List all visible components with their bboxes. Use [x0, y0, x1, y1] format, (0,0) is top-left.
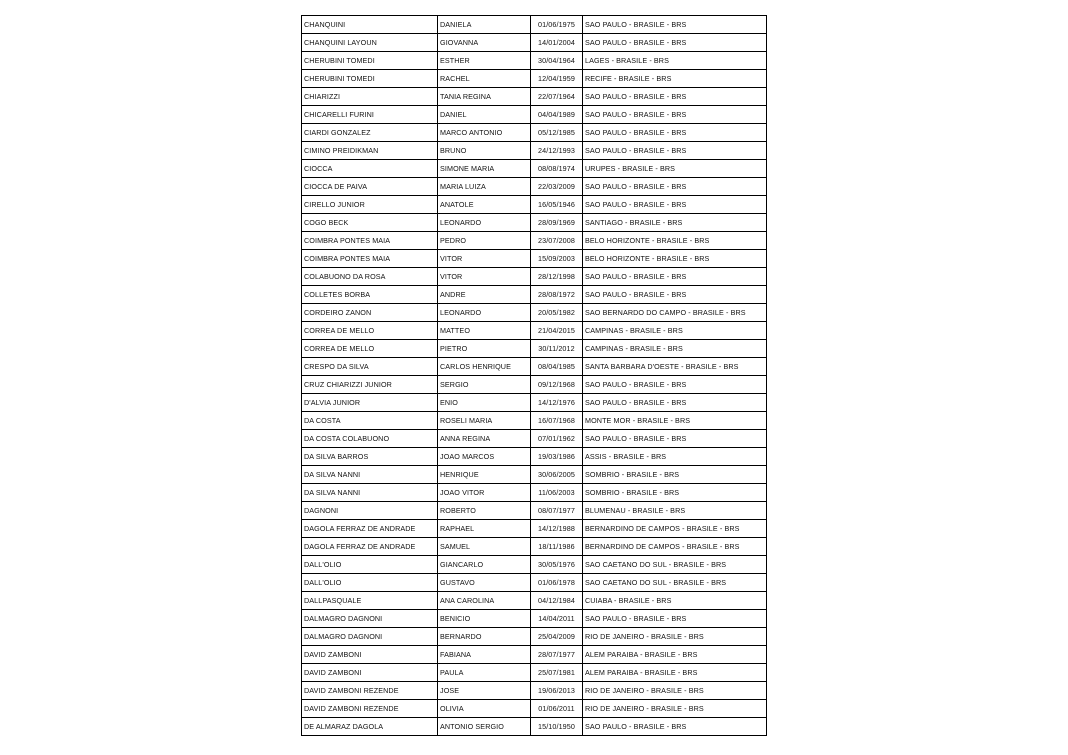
birth-date-cell: 28/08/1972 — [531, 286, 583, 304]
birth-place-cell: SAO PAULO - BRASILE - BRS — [583, 34, 767, 52]
birth-place-cell: RECIFE - BRASILE - BRS — [583, 70, 767, 88]
birth-place-cell: BERNARDINO DE CAMPOS - BRASILE - BRS — [583, 520, 767, 538]
table-row — [302, 718, 767, 736]
birth-place-cell: SAO PAULO - BRASILE - BRS — [583, 430, 767, 448]
birth-place-cell: SAO PAULO - BRASILE - BRS — [583, 718, 767, 736]
birth-date-cell: 19/03/1986 — [531, 448, 583, 466]
table-row — [302, 484, 767, 502]
given-name-cell: FABIANA — [438, 646, 531, 664]
birth-place-cell: CUIABA - BRASILE - BRS — [583, 592, 767, 610]
given-name-cell: BRUNO — [438, 142, 531, 160]
surname-cell: CRESPO DA SILVA — [302, 358, 438, 376]
table-row — [302, 412, 767, 430]
birth-place-cell: CAMPINAS - BRASILE - BRS — [583, 322, 767, 340]
given-name-cell: LEONARDO — [438, 304, 531, 322]
given-name-cell: ROBERTO — [438, 502, 531, 520]
given-name-cell: SAMUEL — [438, 538, 531, 556]
birth-date-cell: 25/04/2009 — [531, 628, 583, 646]
table-row — [302, 16, 767, 34]
surname-cell: COIMBRA PONTES MAIA — [302, 232, 438, 250]
birth-place-cell: RIO DE JANEIRO - BRASILE - BRS — [583, 628, 767, 646]
table-row — [302, 106, 767, 124]
given-name-cell: ENIO — [438, 394, 531, 412]
surname-cell: DAGNONI — [302, 502, 438, 520]
given-name-cell: TANIA REGINA — [438, 88, 531, 106]
surname-cell: CRUZ CHIARIZZI JUNIOR — [302, 376, 438, 394]
birth-date-cell: 04/12/1984 — [531, 592, 583, 610]
given-name-cell: DANIELA — [438, 16, 531, 34]
given-name-cell: DANIEL — [438, 106, 531, 124]
birth-date-cell: 01/06/2011 — [531, 700, 583, 718]
given-name-cell: GUSTAVO — [438, 574, 531, 592]
registry-table-body — [302, 16, 767, 736]
birth-place-cell: SANTIAGO - BRASILE - BRS — [583, 214, 767, 232]
given-name-cell: OLIVIA — [438, 700, 531, 718]
birth-date-cell: 28/12/1998 — [531, 268, 583, 286]
surname-cell: DALL'OLIO — [302, 556, 438, 574]
birth-place-cell: SAO PAULO - BRASILE - BRS — [583, 376, 767, 394]
table-row — [302, 340, 767, 358]
birth-place-cell: SAO PAULO - BRASILE - BRS — [583, 124, 767, 142]
surname-cell: CHANQUINI LAYOUN — [302, 34, 438, 52]
birth-date-cell: 23/07/2008 — [531, 232, 583, 250]
birth-place-cell: RIO DE JANEIRO - BRASILE - BRS — [583, 682, 767, 700]
birth-date-cell: 14/04/2011 — [531, 610, 583, 628]
birth-place-cell: SAO PAULO - BRASILE - BRS — [583, 286, 767, 304]
given-name-cell: GIANCARLO — [438, 556, 531, 574]
table-row — [302, 304, 767, 322]
surname-cell: D'ALVIA JUNIOR — [302, 394, 438, 412]
given-name-cell: ANATOLE — [438, 196, 531, 214]
given-name-cell: HENRIQUE — [438, 466, 531, 484]
given-name-cell: MARIA LUIZA — [438, 178, 531, 196]
birth-place-cell: URUPES - BRASILE - BRS — [583, 160, 767, 178]
birth-date-cell: 28/09/1969 — [531, 214, 583, 232]
table-row — [302, 448, 767, 466]
birth-place-cell: MONTE MOR - BRASILE - BRS — [583, 412, 767, 430]
table-row — [302, 376, 767, 394]
table-row — [302, 88, 767, 106]
surname-cell: DA SILVA NANNI — [302, 484, 438, 502]
given-name-cell: JOSE — [438, 682, 531, 700]
birth-place-cell: SAO PAULO - BRASILE - BRS — [583, 394, 767, 412]
surname-cell: CIRELLO JUNIOR — [302, 196, 438, 214]
birth-place-cell: SAO CAETANO DO SUL - BRASILE - BRS — [583, 556, 767, 574]
table-row — [302, 250, 767, 268]
birth-date-cell: 24/12/1993 — [531, 142, 583, 160]
given-name-cell: PAULA — [438, 664, 531, 682]
birth-place-cell: SAO PAULO - BRASILE - BRS — [583, 142, 767, 160]
table-row — [302, 664, 767, 682]
birth-place-cell: SAO PAULO - BRASILE - BRS — [583, 610, 767, 628]
birth-date-cell: 22/03/2009 — [531, 178, 583, 196]
surname-cell: DALL'OLIO — [302, 574, 438, 592]
given-name-cell: LEONARDO — [438, 214, 531, 232]
surname-cell: COLLETES BORBA — [302, 286, 438, 304]
birth-date-cell: 16/07/1968 — [531, 412, 583, 430]
surname-cell: CIMINO PREIDIKMAN — [302, 142, 438, 160]
table-row — [302, 160, 767, 178]
birth-date-cell: 21/04/2015 — [531, 322, 583, 340]
surname-cell: DALMAGRO DAGNONI — [302, 610, 438, 628]
birth-place-cell: SAO CAETANO DO SUL - BRASILE - BRS — [583, 574, 767, 592]
birth-place-cell: ASSIS - BRASILE - BRS — [583, 448, 767, 466]
birth-date-cell: 15/09/2003 — [531, 250, 583, 268]
surname-cell: DE ALMARAZ DAGOLA — [302, 718, 438, 736]
table-row — [302, 682, 767, 700]
table-row — [302, 178, 767, 196]
birth-place-cell: ALEM PARAIBA - BRASILE - BRS — [583, 664, 767, 682]
given-name-cell: GIOVANNA — [438, 34, 531, 52]
given-name-cell: ANDRE — [438, 286, 531, 304]
birth-place-cell: BERNARDINO DE CAMPOS - BRASILE - BRS — [583, 538, 767, 556]
given-name-cell: BENICIO — [438, 610, 531, 628]
birth-place-cell: ALEM PARAIBA - BRASILE - BRS — [583, 646, 767, 664]
birth-date-cell: 11/06/2003 — [531, 484, 583, 502]
birth-date-cell: 14/12/1976 — [531, 394, 583, 412]
table-row — [302, 466, 767, 484]
birth-place-cell: CAMPINAS - BRASILE - BRS — [583, 340, 767, 358]
surname-cell: DA COSTA COLABUONO — [302, 430, 438, 448]
given-name-cell: SIMONE MARIA — [438, 160, 531, 178]
surname-cell: DA SILVA BARROS — [302, 448, 438, 466]
given-name-cell: MATTEO — [438, 322, 531, 340]
given-name-cell: PIETRO — [438, 340, 531, 358]
surname-cell: CORREA DE MELLO — [302, 322, 438, 340]
table-row — [302, 700, 767, 718]
birth-date-cell: 05/12/1985 — [531, 124, 583, 142]
given-name-cell: ANA CAROLINA — [438, 592, 531, 610]
surname-cell: COLABUONO DA ROSA — [302, 268, 438, 286]
table-row — [302, 538, 767, 556]
table-row — [302, 628, 767, 646]
birth-place-cell: SOMBRIO - BRASILE - BRS — [583, 466, 767, 484]
given-name-cell: VITOR — [438, 268, 531, 286]
table-row — [302, 268, 767, 286]
table-row — [302, 124, 767, 142]
birth-date-cell: 01/06/1975 — [531, 16, 583, 34]
birth-place-cell: SAO PAULO - BRASILE - BRS — [583, 268, 767, 286]
table-row — [302, 286, 767, 304]
surname-cell: COGO BECK — [302, 214, 438, 232]
birth-date-cell: 08/08/1974 — [531, 160, 583, 178]
birth-date-cell: 14/12/1988 — [531, 520, 583, 538]
surname-cell: DALLPASQUALE — [302, 592, 438, 610]
birth-date-cell: 30/04/1964 — [531, 52, 583, 70]
given-name-cell: ANTONIO SERGIO — [438, 718, 531, 736]
birth-place-cell: RIO DE JANEIRO - BRASILE - BRS — [583, 700, 767, 718]
surname-cell: DAGOLA FERRAZ DE ANDRADE — [302, 520, 438, 538]
table-row — [302, 520, 767, 538]
surname-cell: DALMAGRO DAGNONI — [302, 628, 438, 646]
birth-date-cell: 14/01/2004 — [531, 34, 583, 52]
given-name-cell: RAPHAEL — [438, 520, 531, 538]
surname-cell: CORDEIRO ZANON — [302, 304, 438, 322]
surname-cell: CHIARIZZI — [302, 88, 438, 106]
birth-date-cell: 15/10/1950 — [531, 718, 583, 736]
table-row — [302, 574, 767, 592]
given-name-cell: JOAO VITOR — [438, 484, 531, 502]
given-name-cell: SERGIO — [438, 376, 531, 394]
birth-date-cell: 28/07/1977 — [531, 646, 583, 664]
birth-date-cell: 30/11/2012 — [531, 340, 583, 358]
table-row — [302, 502, 767, 520]
surname-cell: DAVID ZAMBONI REZENDE — [302, 682, 438, 700]
surname-cell: DA COSTA — [302, 412, 438, 430]
given-name-cell: ESTHER — [438, 52, 531, 70]
birth-date-cell: 04/04/1989 — [531, 106, 583, 124]
table-row — [302, 142, 767, 160]
birth-place-cell: SAO PAULO - BRASILE - BRS — [583, 16, 767, 34]
given-name-cell: RACHEL — [438, 70, 531, 88]
birth-place-cell: BELO HORIZONTE - BRASILE - BRS — [583, 232, 767, 250]
table-row — [302, 592, 767, 610]
birth-date-cell: 25/07/1981 — [531, 664, 583, 682]
surname-cell: DAVID ZAMBONI — [302, 646, 438, 664]
surname-cell: CORREA DE MELLO — [302, 340, 438, 358]
birth-date-cell: 12/04/1959 — [531, 70, 583, 88]
birth-date-cell: 18/11/1986 — [531, 538, 583, 556]
table-row — [302, 34, 767, 52]
surname-cell: COIMBRA PONTES MAIA — [302, 250, 438, 268]
given-name-cell: CARLOS HENRIQUE — [438, 358, 531, 376]
table-row — [302, 556, 767, 574]
given-name-cell: JOAO MARCOS — [438, 448, 531, 466]
birth-date-cell: 30/05/1976 — [531, 556, 583, 574]
given-name-cell: ANNA REGINA — [438, 430, 531, 448]
birth-place-cell: LAGES - BRASILE - BRS — [583, 52, 767, 70]
surname-cell: CIOCCA — [302, 160, 438, 178]
table-row — [302, 322, 767, 340]
table-row — [302, 196, 767, 214]
birth-date-cell: 08/07/1977 — [531, 502, 583, 520]
surname-cell: CIARDI GONZALEZ — [302, 124, 438, 142]
birth-date-cell: 16/05/1946 — [531, 196, 583, 214]
table-row — [302, 70, 767, 88]
table-row — [302, 52, 767, 70]
birth-place-cell: SAO PAULO - BRASILE - BRS — [583, 196, 767, 214]
birth-place-cell: SANTA BARBARA D'OESTE - BRASILE - BRS — [583, 358, 767, 376]
given-name-cell: PEDRO — [438, 232, 531, 250]
given-name-cell: ROSELI MARIA — [438, 412, 531, 430]
surname-cell: DAVID ZAMBONI REZENDE — [302, 700, 438, 718]
table-row — [302, 214, 767, 232]
birth-place-cell: SAO PAULO - BRASILE - BRS — [583, 106, 767, 124]
surname-cell: CHANQUINI — [302, 16, 438, 34]
surname-cell: DAVID ZAMBONI — [302, 664, 438, 682]
table-row — [302, 358, 767, 376]
birth-date-cell: 07/01/1962 — [531, 430, 583, 448]
surname-cell: CIOCCA DE PAIVA — [302, 178, 438, 196]
surname-cell: CHERUBINI TOMEDI — [302, 52, 438, 70]
surname-cell: CHICARELLI FURINI — [302, 106, 438, 124]
birth-place-cell: SAO PAULO - BRASILE - BRS — [583, 178, 767, 196]
table-row — [302, 646, 767, 664]
surname-cell: CHERUBINI TOMEDI — [302, 70, 438, 88]
birth-date-cell: 19/06/2013 — [531, 682, 583, 700]
birth-date-cell: 09/12/1968 — [531, 376, 583, 394]
birth-date-cell: 08/04/1985 — [531, 358, 583, 376]
given-name-cell: VITOR — [438, 250, 531, 268]
surname-cell: DAGOLA FERRAZ DE ANDRADE — [302, 538, 438, 556]
birth-place-cell: SAO BERNARDO DO CAMPO - BRASILE - BRS — [583, 304, 767, 322]
birth-date-cell: 22/07/1964 — [531, 88, 583, 106]
table-row — [302, 430, 767, 448]
birth-date-cell: 01/06/1978 — [531, 574, 583, 592]
registry-table — [301, 15, 767, 736]
birth-date-cell: 30/06/2005 — [531, 466, 583, 484]
birth-place-cell: BELO HORIZONTE - BRASILE - BRS — [583, 250, 767, 268]
birth-place-cell: SAO PAULO - BRASILE - BRS — [583, 88, 767, 106]
birth-place-cell: SOMBRIO - BRASILE - BRS — [583, 484, 767, 502]
given-name-cell: MARCO ANTONIO — [438, 124, 531, 142]
birth-place-cell: BLUMENAU - BRASILE - BRS — [583, 502, 767, 520]
given-name-cell: BERNARDO — [438, 628, 531, 646]
table-row — [302, 394, 767, 412]
table-row — [302, 232, 767, 250]
table-row — [302, 610, 767, 628]
surname-cell: DA SILVA NANNI — [302, 466, 438, 484]
birth-date-cell: 20/05/1982 — [531, 304, 583, 322]
